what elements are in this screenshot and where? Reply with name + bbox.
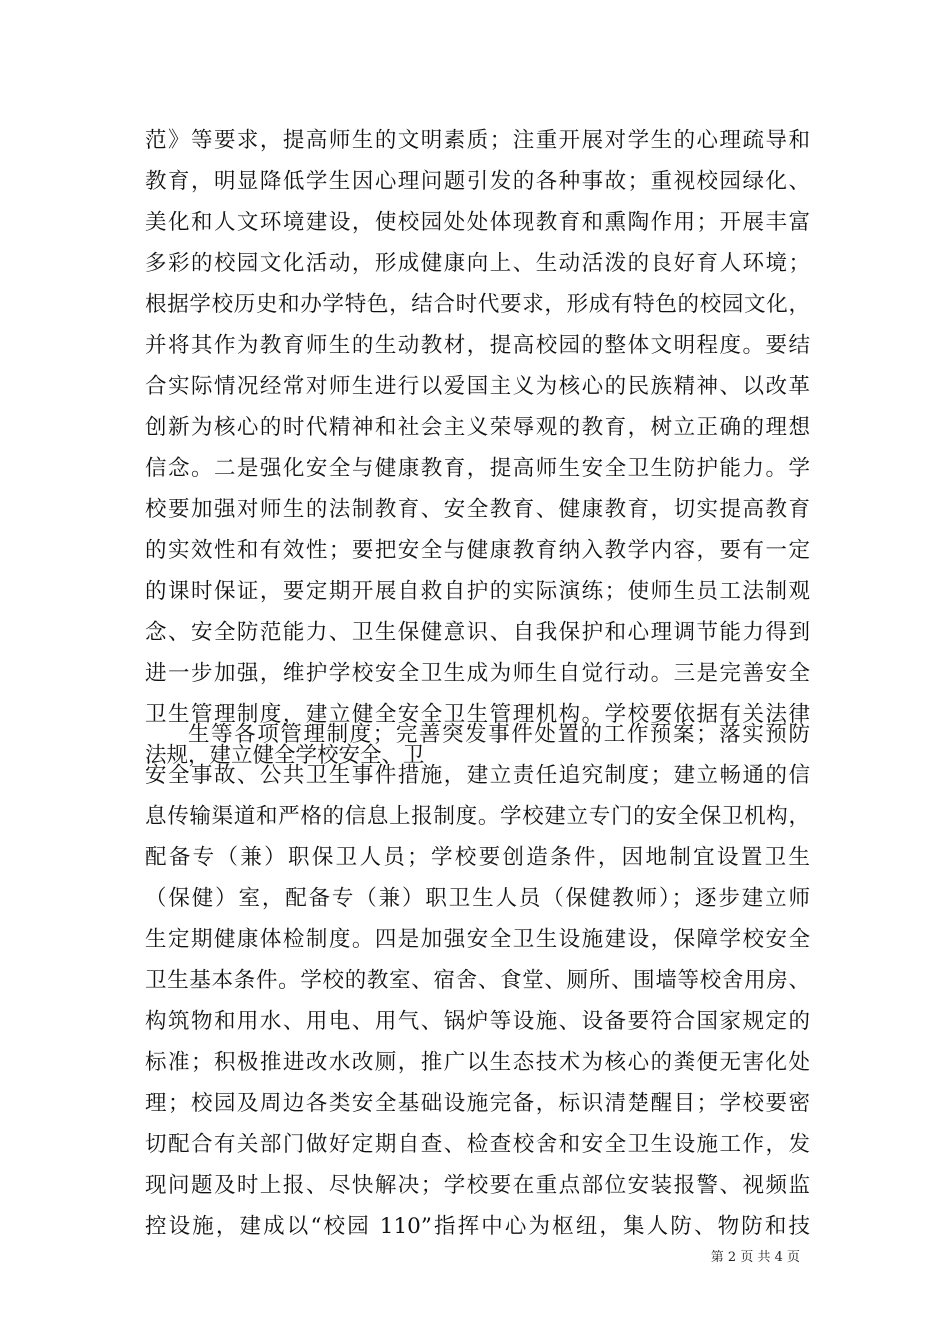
text-line: 念、安全防范能力、卫生保健意识、自我保护和心理调节能力得到 bbox=[145, 620, 810, 645]
text-line: 进一步加强，维护学校安全卫生成为师生自觉行动。三是完善安全 bbox=[145, 661, 810, 686]
text-line: 现问题及时上报、尽快解决；学校要在重点部位安装报警、视频监 bbox=[145, 1173, 810, 1198]
text-line: 合实际情况经常对师生进行以爱国主义为核心的民族精神、以改革 bbox=[145, 374, 810, 399]
text-line: 理；校园及周边各类安全基础设施完备，标识清楚醒目；学校要密 bbox=[145, 1091, 810, 1116]
text-line: 多彩的校园文化活动，形成健康向上、生动活泼的良好育人环境； bbox=[145, 251, 810, 276]
text-line: 的课时保证，要定期开展自救自护的实际演练；使师生员工法制观 bbox=[145, 579, 810, 604]
text-line: 创新为核心的时代精神和社会主义荣辱观的教育，树立正确的理想 bbox=[145, 415, 810, 440]
text-line: 的实效性和有效性；要把安全与健康教育纳入教学内容，要有一定 bbox=[145, 538, 810, 563]
text-line: 美化和人文环境建设，使校园处处体现教育和熏陶作用；开展丰富 bbox=[145, 210, 810, 235]
text-line: （保健）室，配备专（兼）职卫生人员（保健教师）；逐步建立师 bbox=[145, 886, 810, 911]
text-line: 构筑物和用水、用电、用气、锅炉等设施、设备要符合国家规定的 bbox=[145, 1009, 810, 1034]
text-line: 教育，明显降低学生因心理问题引发的各种事故；重视校园绿化、 bbox=[145, 169, 810, 194]
text-line: 生定期健康体检制度。四是加强安全卫生设施建设，保障学校安全 bbox=[145, 927, 810, 952]
text-line: 范》等要求，提高师生的文明素质；注重开展对学生的心理疏导和 bbox=[145, 128, 810, 153]
text-line: 卫生管理制度，建立健全安全卫生管理机构。学校要依据有关法律 bbox=[145, 702, 810, 727]
paragraph-2 bbox=[145, 714, 810, 1247]
text-line: 安全事故、公共卫生事件措施，建立责任追究制度；建立畅通的信 bbox=[145, 763, 810, 788]
text-line: 息传输渠道和严格的信息上报制度。学校建立专门的安全保卫机构， bbox=[145, 804, 810, 829]
page-number: 第 2 页 共 4 页 bbox=[710, 1250, 800, 1265]
text-line: 配备专（兼）职保卫人员；学校要创造条件，因地制宜设置卫生 bbox=[145, 845, 810, 870]
text-line: 并将其作为教育师生的生动教材，提高校园的整体文明程度。要结 bbox=[145, 333, 810, 358]
text-line: 校要加强对师生的法制教育、安全教育、健康教育，切实提高教育 bbox=[145, 497, 810, 522]
text-line: 法规，建立健全学校安全、卫 bbox=[145, 743, 425, 768]
text-line: 信念。二是强化安全与健康教育，提高师生安全卫生防护能力。学 bbox=[145, 456, 810, 481]
text-line: 根据学校历史和办学特色，结合时代要求，形成有特色的校园文化， bbox=[145, 292, 810, 317]
text-line: 卫生基本条件。学校的教室、宿舍、食堂、厕所、围墙等校舍用房、 bbox=[145, 968, 810, 993]
text-line: 控设施，建成以“校园 110”指挥中心为枢纽，集人防、物防和技 bbox=[145, 1214, 810, 1239]
text-line: 标准；积极推进改水改厕，推广以生态技术为核心的粪便无害化处 bbox=[145, 1050, 810, 1075]
text-line: 切配合有关部门做好定期自查、检查校舍和安全卫生设施工作，发 bbox=[145, 1132, 810, 1157]
text-line: 生等各项管理制度；完善突发事件处置的工作预案；落实预防 bbox=[188, 722, 810, 747]
paragraph-1 bbox=[145, 120, 810, 776]
